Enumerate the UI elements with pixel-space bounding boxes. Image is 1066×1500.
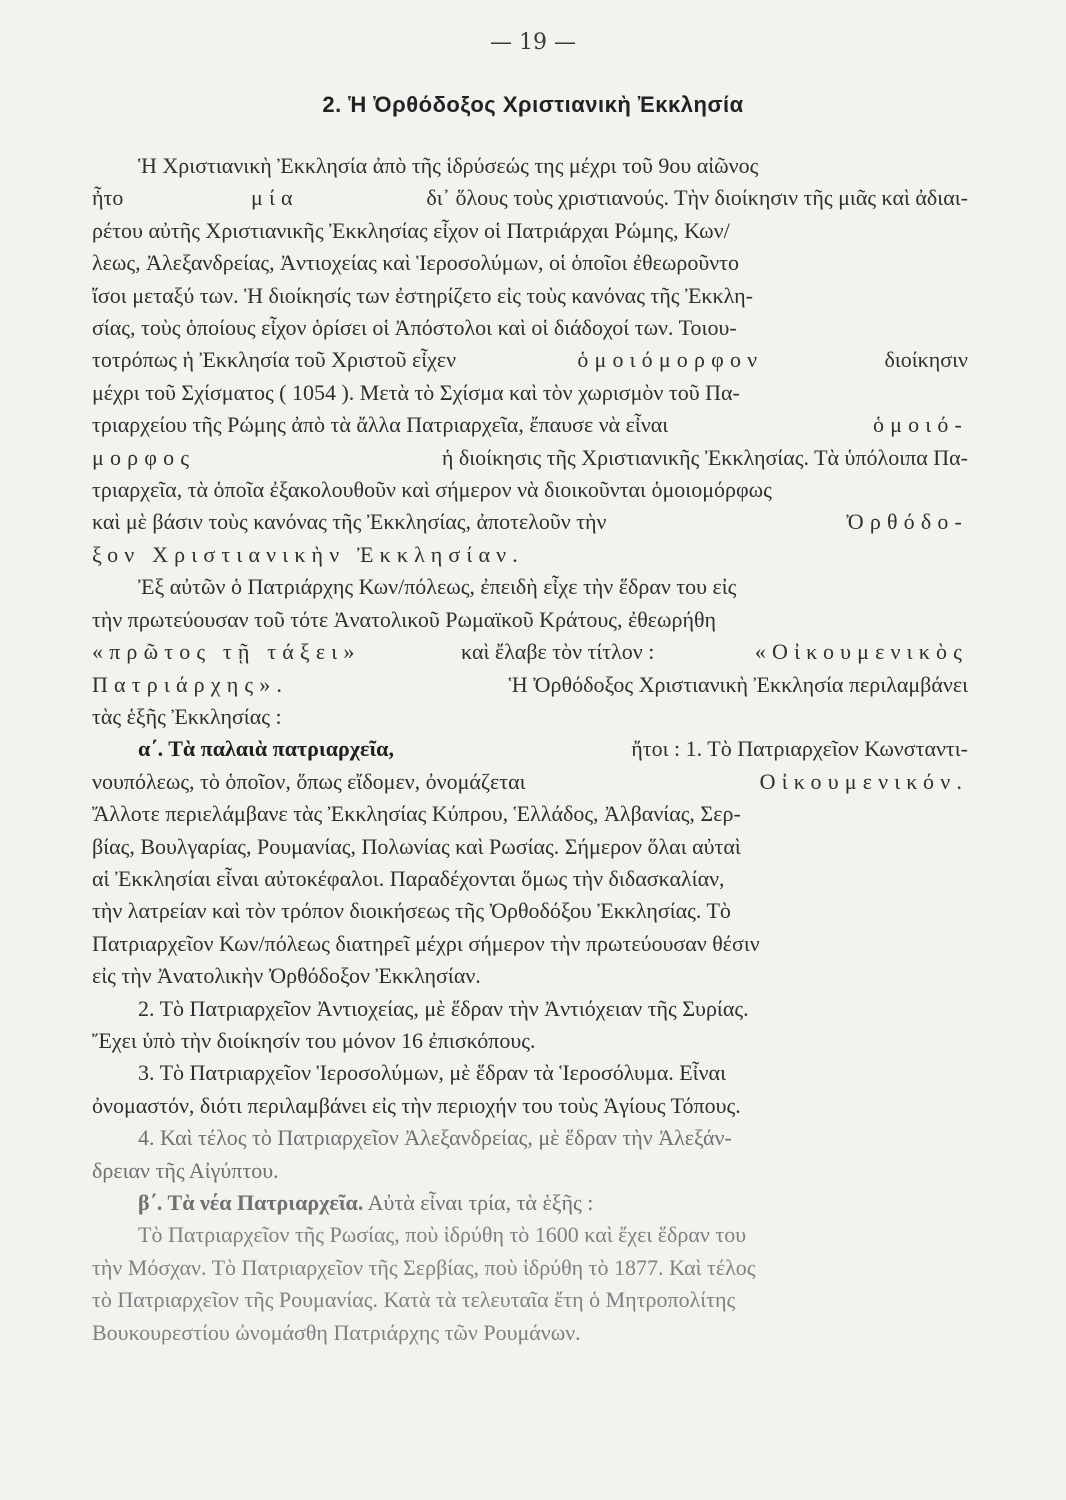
text-line: Ἐξ αὐτῶν ὁ Πατριάρχης Κων/πόλεως, ἐπειδὴ εἶχε τὴν ἕδραν του εἰς [138, 574, 737, 600]
text-line: ρέτου αὐτῆς Χριστιανικῆς Ἐκκλησίας εἶχον οἱ Πατριάρχαι Ρώμης, Κων/ [92, 217, 730, 243]
text-line: τὴν Μόσχαν. Τὸ Πατριαρχεῖον τῆς Σερβίας, ποὺ ἱδρύθη τὸ 1877. Καὶ τέλος [92, 1254, 756, 1280]
text-line: Ἄλλοτε περιελάμβανε τὰς Ἐκκλησίας Κύπρου, Ἑλλάδος, Ἀλβανίας, Σερ- [92, 801, 741, 827]
spaced-emphasis: ξον Χριστιανικὴν Ἐκκλησίαν. [92, 541, 524, 567]
text-line: εἰς τὴν Ἀνατολικὴν Ὀρθόδοξον Ἐκκλησίαν. [92, 963, 481, 989]
text-line: αἱ Ἐκκλησίαι εἶναι αὐτοκέφαλοι. Παραδέχονται ὅμως τὴν διδασκαλίαν, [92, 865, 725, 891]
spaced-emphasis: Οἰκουμενικόν. [759, 768, 968, 794]
subsection-heading: β΄. Τὰ νέα Πατριαρχεῖα. [138, 1190, 364, 1215]
spaced-emphasis: ὁμοιό- [873, 412, 968, 438]
spaced-emphasis: «Οἰκουμενικὸς [754, 639, 968, 665]
text-line: Πατριαρχεῖον Κων/πόλεως διατηρεῖ μέχρι σήμερον τὴν πρωτεύουσαν θέσιν [92, 930, 760, 956]
text-line: σίας, τοὺς ὁποίους εἶχον ὁρίσει οἱ Ἀπόστολοι καὶ οἱ διάδοχοί των. Τοιου- [92, 315, 737, 341]
text-line: 4. Καὶ τέλος τὸ Πατριαρχεῖον Ἀλεξανδρείας, μὲ ἕδραν τὴν Ἀλεξάν- [138, 1125, 732, 1151]
text-line: βίας, Βουλγαρίας, Ρουμανίας, Πολωνίας καὶ Ρωσίας. Σήμερον ὅλαι αὐταὶ [92, 833, 741, 859]
text-line: Ἡ Χριστιανικὴ Ἐκκλησία ἀπὸ τῆς ἱδρύσεώς της μέχρι τοῦ 9ου αἰῶνος [138, 153, 759, 178]
text-line: «πρῶτος τῇ τάξει» καὶ ἔλαβε τὸν τίτλον : «Οἰκουμενικὸς [92, 636, 968, 668]
subsection-heading: α΄. Τὰ παλαιὰ πατριαρχεῖα, [138, 736, 394, 762]
text-line: ὀνομαστόν, διότι περιλαμβάνει εἰς τὴν περιοχήν του τοὺς Ἁγίους Τόπους. [92, 1092, 741, 1118]
text-line: τὴν πρωτεύουσαν τοῦ τότε Ἀνατολικοῦ Ρωμαϊκοῦ Κράτους, ἐθεωρήθη [92, 606, 717, 632]
spaced-emphasis: «πρῶτος τῇ τάξει» [92, 639, 361, 665]
spaced-emphasis: μία [250, 185, 299, 211]
text-line: τὰς ἑξῆς Ἐκκλησίας : [92, 703, 282, 729]
section-heading: 2. Ἡ Ὀρθόδοξος Χριστιανικὴ Ἐκκλησία [322, 92, 744, 117]
text-line: Τὸ Πατριαρχεῖον τῆς Ρωσίας, ποὺ ἱδρύθη τὸ 1600 καὶ ἔχει ἕδραν του [138, 1222, 747, 1248]
page-number: — 19 — [490, 30, 576, 55]
spaced-emphasis: Ὀρθόδο- [846, 509, 968, 535]
text-line: τὴν λατρείαν καὶ τὸν τρόπον διοικήσεως τῆς Ὀρθοδόξου Ἐκκλησίας. Τὸ [92, 898, 731, 924]
spaced-emphasis: Πατριάρχης». [92, 671, 289, 697]
text-line: μέχρι τοῦ Σχίσματος ( 1054 ). Μετὰ τὸ Σχίσμα καὶ τὸν χωρισμὸν τοῦ Πα- [92, 379, 740, 405]
text-line: Πατριάρχης». Ἡ Ὀρθόδοξος Χριστιανικὴ Ἐκκλησία περιλαμβάνει [92, 669, 968, 701]
text-line: ἦτο μία δι᾽ ὅλους τοὺς χριστιανούς. Τὴν διοίκησιν τῆς μιᾶς καὶ ἀδιαι- [92, 182, 968, 214]
text-line: 3. Τὸ Πατριαρχεῖον Ἱεροσολύμων, μὲ ἕδραν τὰ Ἱεροσόλυμα. Εἶναι [138, 1060, 726, 1086]
text-line: τοτρόπως ἡ Ἐκκλησία τοῦ Χριστοῦ εἶχεν ὁμοιόμορφον διοίκησιν [92, 344, 968, 376]
text-line: β΄. Τὰ νέα Πατριαρχεῖα. Αὐτὰ εἶναι τρία, τὰ ἑξῆς : [138, 1190, 594, 1215]
text-line: τριαρχείου τῆς Ρώμης ἀπὸ τὰ ἄλλα Πατριαρχεῖα, ἔπαυσε νὰ εἶναι ὁμοιό- [92, 409, 968, 441]
body-text [92, 150, 968, 1349]
text-line: νουπόλεως, τὸ ὁποῖον, ὅπως εἴδομεν, ὀνομάζεται Οἰκουμενικόν. [92, 766, 968, 798]
spaced-emphasis: ὁμοιόμορφον [577, 347, 764, 373]
text-line: μορφος ἡ διοίκησις τῆς Χριστιανικῆς Ἐκκλησίας. Τὰ ὑπόλοιπα Πα- [92, 442, 968, 474]
text-line: λεως, Ἀλεξανδρείας, Ἀντιοχείας καὶ Ἱεροσολύμων, οἱ ὁποῖοι ἐθεωροῦντο [92, 250, 740, 276]
text-line: τριαρχεῖα, τὰ ὁποῖα ἐξακολουθοῦν καὶ σήμερον νὰ διοικοῦνται ὁμοιομόρφως [92, 477, 772, 503]
text-line: τὸ Πατριαρχεῖον τῆς Ρουμανίας. Κατὰ τὰ τελευταῖα ἔτη ὁ Μητροπολίτης [92, 1287, 736, 1313]
text-line: α΄. Τὰ παλαιὰ πατριαρχεῖα, ἤτοι : 1. Τὸ Πατριαρχεῖον Κωνσταντι- [92, 733, 968, 765]
text-line: δρειαν τῆς Αἰγύπτου. [92, 1157, 279, 1183]
text-line: ἴσοι μεταξύ των. Ἡ διοίκησίς των ἐστηρίζετο εἰς τοὺς κανόνας τῆς Ἐκκλη- [92, 282, 753, 308]
text-line: Ἔχει ὑπὸ τὴν διοίκησίν του μόνον 16 ἐπισκόπους. [92, 1027, 536, 1053]
text-line: 2. Τὸ Πατριαρχεῖον Ἀντιοχείας, μὲ ἕδραν τὴν Ἀντιόχειαν τῆς Συρίας. [138, 995, 749, 1021]
text-line: καὶ μὲ βάσιν τοὺς κανόνας τῆς Ἐκκλησίας, ἀποτελοῦν τὴν Ὀρθόδο- [92, 506, 968, 538]
text-line: Βουκουρεστίου ὠνομάσθη Πατριάρχης τῶν Ρουμάνων. [92, 1319, 581, 1345]
spaced-emphasis: μορφος [92, 444, 196, 470]
